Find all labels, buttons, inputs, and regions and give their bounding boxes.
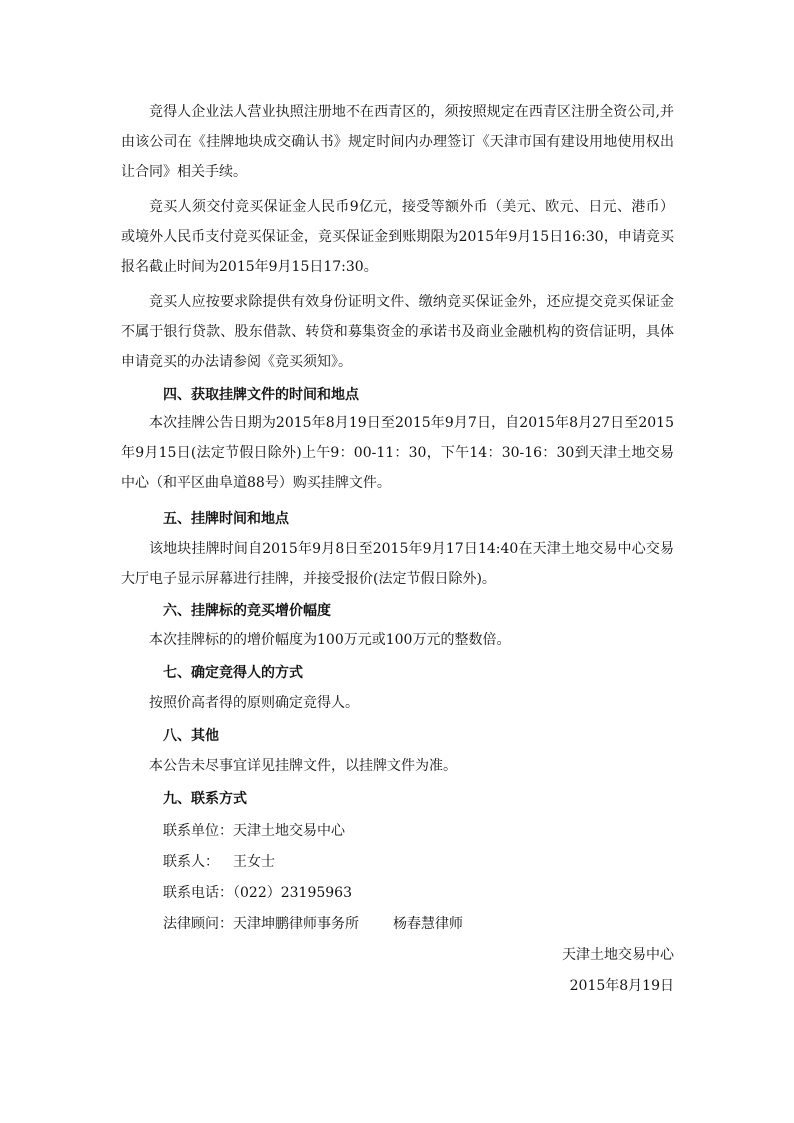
paragraph-registration: 竞得人企业法人营业执照注册地不在西青区的，须按照规定在西青区注册全资公司,并由该公司在《挂牌地块成交确认书》规定时间内办理签订《天津市国有建设用地使用权出让合同》相关手续。 (121, 104, 674, 180)
paragraph-section-5: 该地块挂牌时间自2015年9月8日至2015年9月17日14:40在天津土地交易中心交易大厅电子显示屏幕进行挂牌，并接受报价(法定节假日除外)。 (121, 541, 674, 587)
contact-unit-value: 天津土地交易中心 (233, 823, 345, 839)
contact-phone-value: （022）23195963 (233, 885, 352, 901)
paragraph-section-6: 本次挂牌标的的增价幅度为100万元或100万元的整数倍。 (149, 632, 511, 648)
signature-date: 2015年8月19日 (569, 978, 674, 994)
contact-person-value: 王女士 (233, 854, 275, 870)
contact-phone-label: 联系电话： (163, 885, 233, 901)
paragraph-requirements: 竞买人应按要求除提供有效身份证明文件、缴纳竞买保证金外，还应提交竞买保证金不属于银行贷款、股东借款、转贷和募集资金的承诺书及商业金融机构的资信证明，具体申请竞买的办法请参阅《竞买须知》。 (121, 294, 674, 370)
contact-legal-lawyer: 杨春慧律师 (393, 916, 463, 932)
contact-phone (163, 883, 352, 903)
contact-unit (163, 821, 345, 841)
contact-legal (163, 914, 463, 934)
heading-section-4: 四、获取挂牌文件的时间和地点 (163, 387, 359, 403)
heading-section-5: 五、挂牌时间和地点 (163, 511, 289, 527)
paragraph-section-7: 按照价高者得的原则确定竞得人。 (149, 695, 359, 711)
signature-org: 天津土地交易中心 (562, 947, 674, 963)
paragraph-section-8: 本公告未尽事宜详见挂牌文件，以挂牌文件为准。 (149, 758, 457, 774)
contact-legal-label: 法律顾问： (163, 916, 233, 932)
heading-section-7: 七、确定竞得人的方式 (163, 665, 303, 681)
contact-person (163, 852, 275, 872)
contact-unit-label: 联系单位： (163, 823, 233, 839)
contact-legal-firm: 天津坤鹏律师事务所 (233, 916, 359, 932)
heading-section-6: 六、挂牌标的竞买增价幅度 (163, 603, 331, 619)
paragraph-deposit: 竞买人须交付竞买保证金人民币9亿元，接受等额外币（美元、欧元、日元、港币）或境外人民币支付竞买保证金，竞买保证金到账期限为2015年9月15日16:30，申请竞买报名截止时间为2015年9月15日17:30。 (121, 199, 674, 275)
heading-section-8: 八、其他 (163, 728, 219, 744)
heading-section-9: 九、联系方式 (163, 791, 247, 807)
paragraph-section-4: 本次挂牌公告日期为2015年8月19日至2015年9月7日，自2015年8月27日至2015年9月15日(法定节假日除外)上午9：00-11：30，下午14：30-16：30到天津土地交易中心（和平区曲阜道88号）购买挂牌文件。 (121, 415, 674, 491)
contact-person-label: 联系人： (163, 854, 219, 870)
